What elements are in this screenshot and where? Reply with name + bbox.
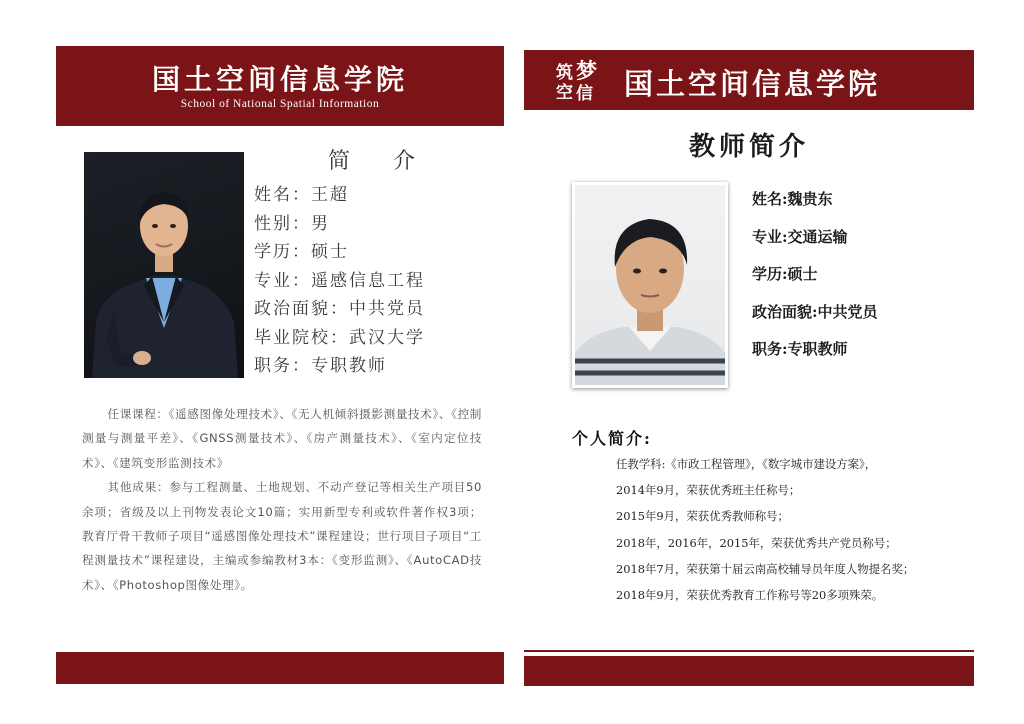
basic-info-list xyxy=(254,180,494,380)
logo-char-3: 空 xyxy=(556,83,573,103)
teacher-intro-heading: 教师简介 xyxy=(688,132,809,162)
right-footer-bar xyxy=(524,656,974,686)
info-major: 专业:交通运输 xyxy=(752,227,848,246)
info-degree: 学历：硕士 xyxy=(254,242,349,262)
school-logo xyxy=(556,58,600,102)
logo-char-2: 梦 xyxy=(576,58,597,83)
left-profile-page xyxy=(56,46,504,686)
teacher-photo xyxy=(84,152,244,378)
portrait-illustration xyxy=(575,185,725,385)
achievements-paragraph: 其他成果：参与工程测量、土地规划、不动产登记等相关生产项目50余项；省级及以上刊物发表论文10篇；实用新型专利或软件著作权3项；教育厅骨干教师子项目“遥感图像处理技术”课程建设；世行项目子项目“工程测量技术”课程建设，主编或参编教材3本：《变形监测》、《AutoCAD技术》、《Photoshop图像处理》。 xyxy=(82,480,482,592)
info-political-status: 政治面貌：中共党员 xyxy=(254,299,425,319)
left-footer-bar xyxy=(56,652,504,684)
school-title: 国土空间信息学院 xyxy=(151,63,408,96)
list-item: 2014年9月，荣获优秀班主任称号； xyxy=(616,483,801,498)
basic-info-list xyxy=(752,188,962,376)
info-major: 专业：遥感信息工程 xyxy=(254,270,425,291)
info-position: 职务：专职教师 xyxy=(254,356,387,376)
teacher-photo xyxy=(572,182,728,388)
logo-char-1: 筑 xyxy=(556,63,573,83)
info-graduate-school: 毕业院校：武汉大学 xyxy=(254,327,425,348)
school-title: 国土空间信息学院 xyxy=(624,67,881,101)
list-item: 2018年7月，荣获第十届云南高校辅导员年度人物提名奖； xyxy=(616,561,915,576)
info-name: 姓名:魏贵东 xyxy=(752,190,833,208)
info-degree: 学历:硕士 xyxy=(752,265,818,283)
info-gender: 性别：男 xyxy=(254,213,330,234)
intro-heading: 简 介 xyxy=(328,149,433,174)
portrait-illustration xyxy=(84,152,244,378)
personal-intro-list xyxy=(616,456,962,613)
info-name: 姓名：王超 xyxy=(254,185,349,205)
personal-intro-title: 个人简介: xyxy=(572,429,652,448)
courses-paragraph: 任课课程：《遥感图像处理技术》、《无人机倾斜摄影测量技术》、《控制测量与测量平差》、《GNSS测量技术》、《房产测量技术》、《室内定位技术》、《建筑变形监测技术》 xyxy=(82,407,482,470)
right-profile-page xyxy=(524,46,974,686)
info-political-status: 政治面貌:中共党员 xyxy=(752,302,878,321)
list-item: 2018年9月，荣获优秀教育工作称号等20多项殊荣。 xyxy=(616,587,884,602)
right-header-banner xyxy=(524,50,974,110)
list-item: 任教学科:《市政工程管理》，《数字城市建设方案》， xyxy=(616,457,877,471)
left-header-banner xyxy=(56,46,504,126)
school-subtitle: School of National Spatial Information xyxy=(180,98,380,110)
list-item: 2018年，2016年，2015年，荣获优秀共产党员称号； xyxy=(616,535,897,550)
info-position: 职务:专职教师 xyxy=(752,340,848,358)
logo-char-4: 信 xyxy=(576,84,593,104)
profile-body-text xyxy=(82,402,482,597)
list-item: 2015年9月，荣获优秀教师称号； xyxy=(616,509,789,524)
footer-divider-line xyxy=(524,650,974,652)
